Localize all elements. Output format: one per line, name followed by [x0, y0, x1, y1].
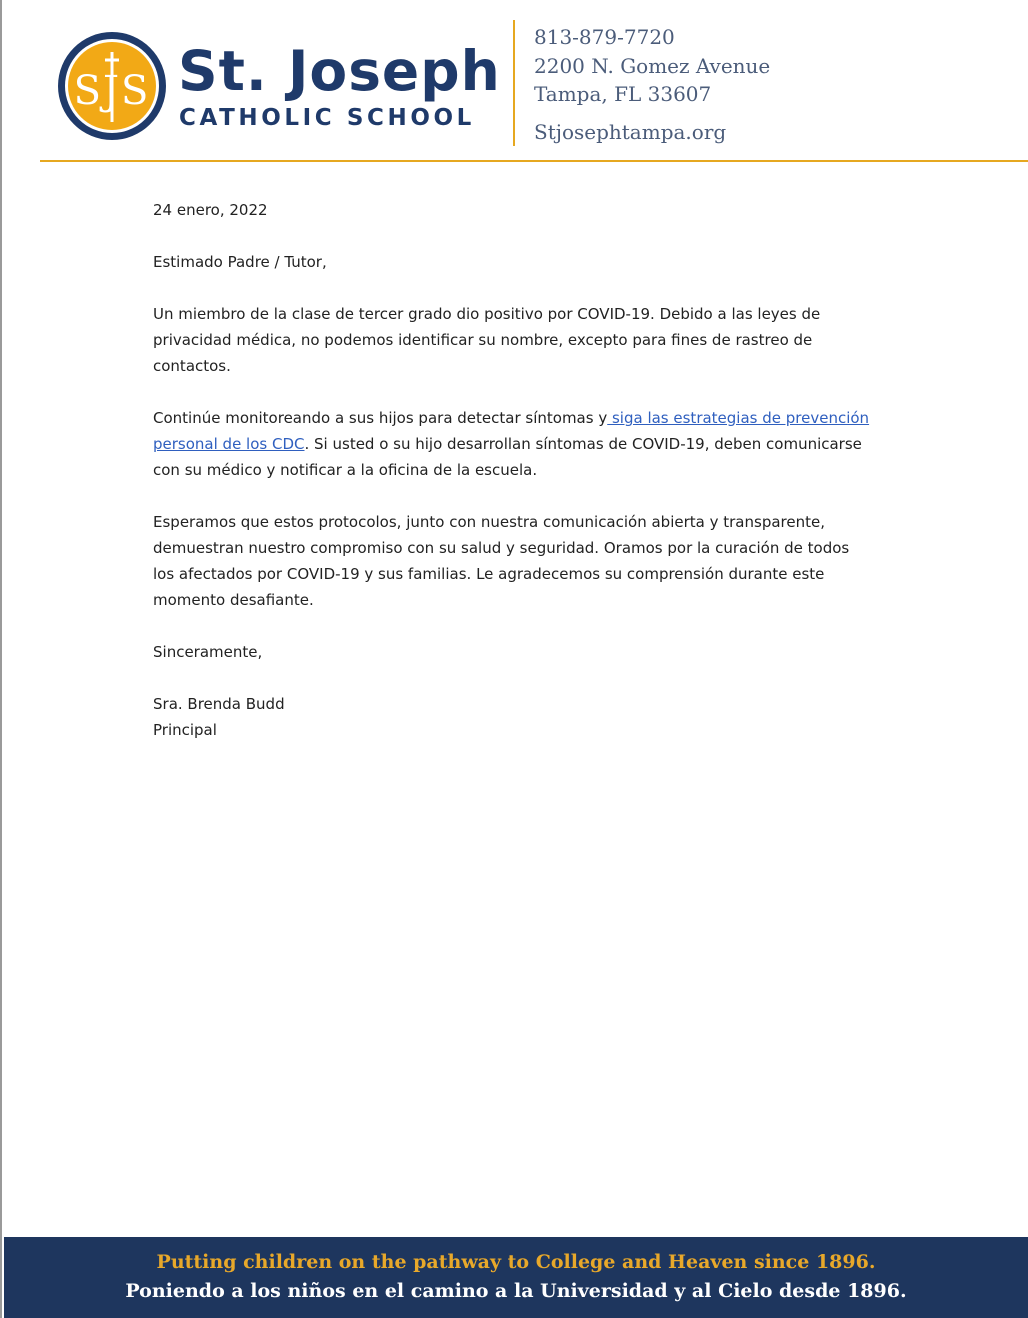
- paragraph-2-rest: . Si usted o su hijo desarrollan síntomas de COVID-19, deben comunicarse con su médico y notificar a la oficina de la escuela.: [153, 435, 862, 479]
- paragraph-2-intro: Continúe monitoreando a sus hijos para detectar síntomas y: [153, 409, 608, 427]
- footer-tagline-english: Putting children on the pathway to College and Heaven since 1896.: [156, 1251, 876, 1273]
- header-vertical-divider: [513, 20, 515, 146]
- letter-paragraph-3: Esperamos que estos protocolos, junto con nuestra comunicación abierta y transparente, demuestran nuestro compromiso con su salud y seguridad. Oramos por la curación de todos los afectados por COVID-19 y sus familias. Le agradecemos su comprensión durante este momento desafiante.: [153, 513, 850, 609]
- school-seal-logo: [56, 30, 168, 142]
- signer-name: Sra. Brenda Budd: [153, 695, 285, 713]
- footer-banner: [4, 1237, 1028, 1318]
- letter-salutation: Estimado Padre / Tutor,: [153, 253, 327, 271]
- page-left-border: [0, 0, 2, 1318]
- letter-date: 24 enero, 2022: [153, 201, 268, 219]
- school-website: Stjosephtampa.org: [534, 120, 727, 144]
- seal-monogram: SJS: [73, 68, 151, 114]
- signer-title: Principal: [153, 721, 217, 739]
- letter-closing: Sinceramente,: [153, 643, 263, 661]
- cdc-prevention-link[interactable]: siga las estrategias de prevención personal de los CDC: [153, 409, 870, 453]
- header-horizontal-rule: [40, 160, 1028, 162]
- letter-body: [153, 197, 873, 743]
- school-street-address: 2200 N. Gomez Avenue: [534, 54, 771, 78]
- school-city-state-zip: Tampa, FL 33607: [534, 82, 712, 106]
- letter-paragraph-2: [153, 405, 873, 483]
- school-name: St. Joseph: [178, 39, 501, 103]
- letter-paragraph-1: Un miembro de la clase de tercer grado dio positivo por COVID-19. Debido a las leyes de privacidad médica, no podemos identificar su nombre, excepto para fines de rastreo de contactos.: [153, 305, 821, 375]
- footer-tagline-spanish: Poniendo a los niños en el camino a la Universidad y al Cielo desde 1896.: [125, 1280, 907, 1302]
- school-subtitle: CATHOLIC SCHOOL: [179, 105, 475, 131]
- school-phone: 813-879-7720: [534, 25, 675, 49]
